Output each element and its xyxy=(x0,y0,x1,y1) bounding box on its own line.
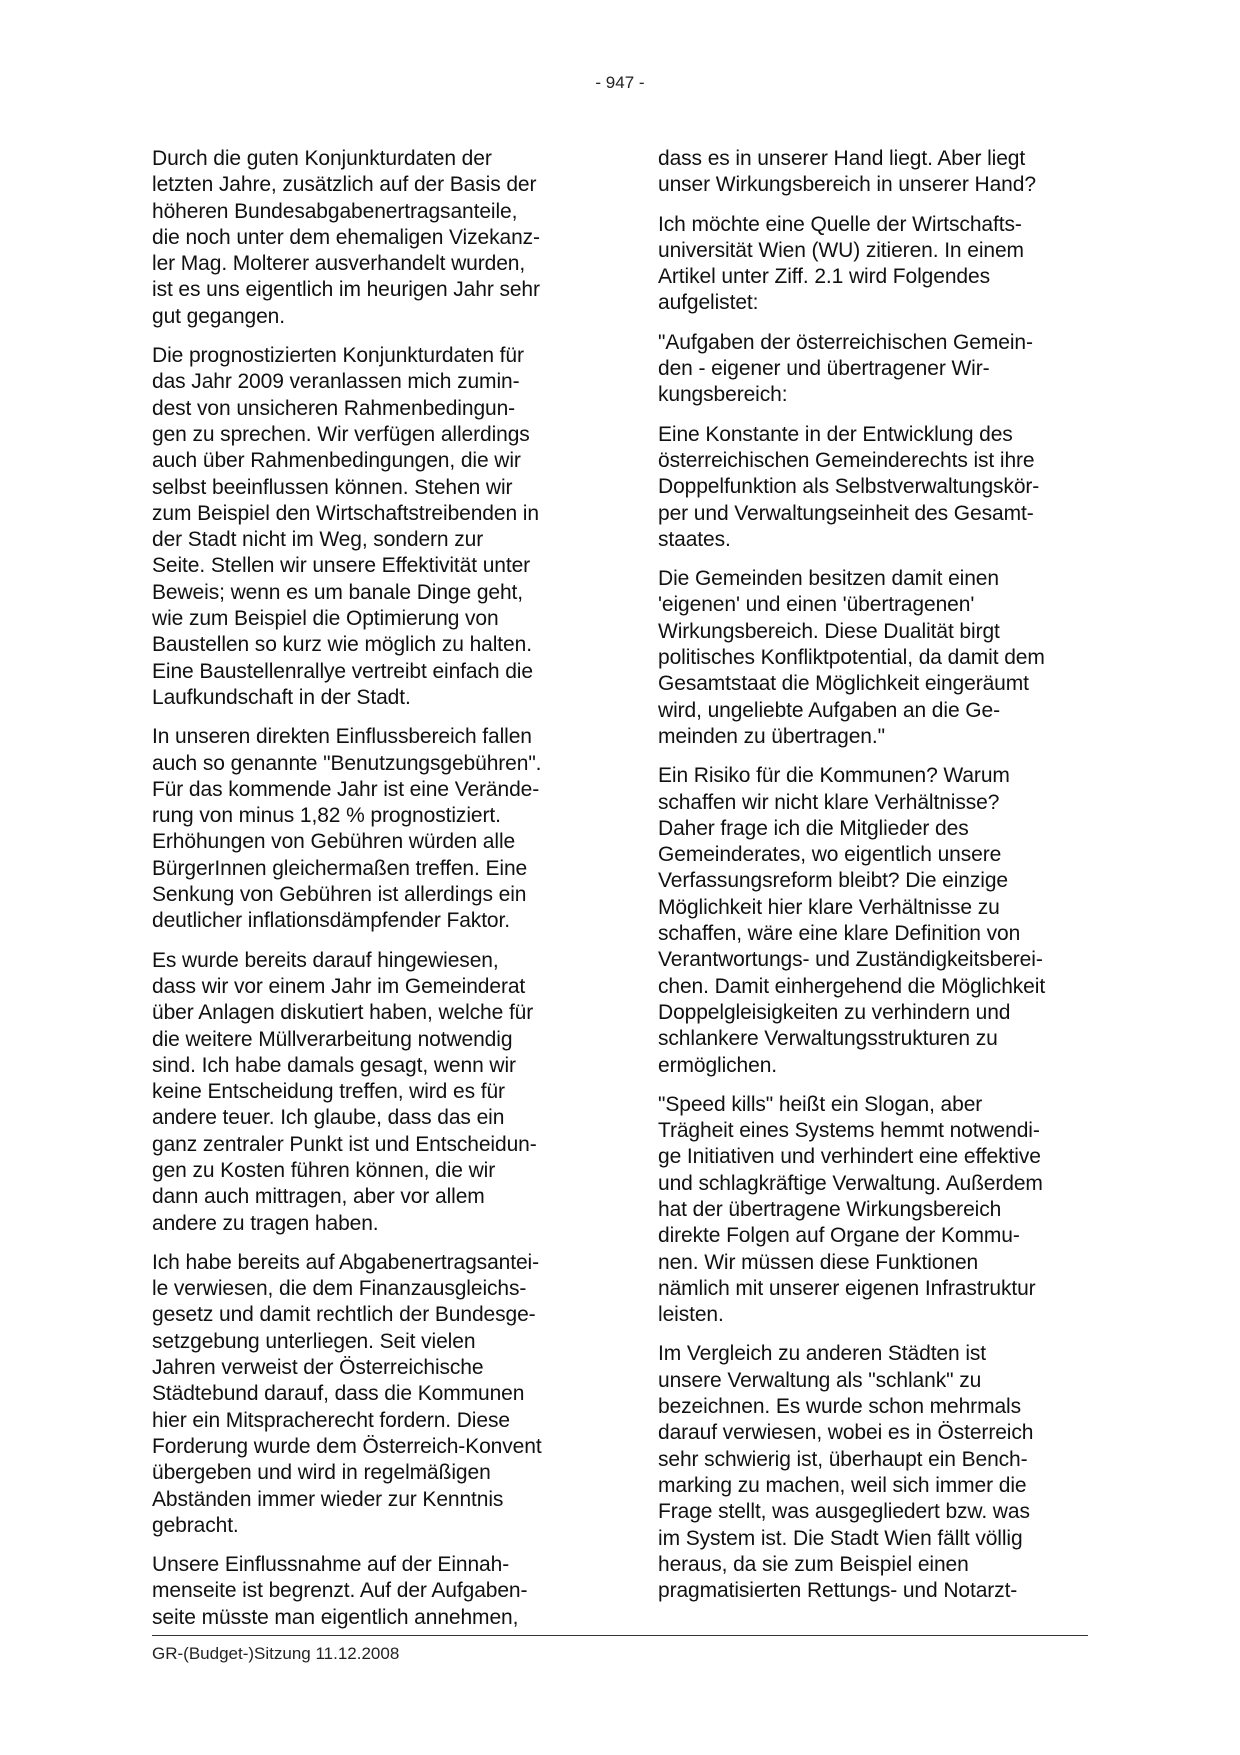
paragraph: Die Gemeinden besitzen damit einen 'eigenen' und einen 'übertragenen' Wirkungsbereich. Diese Dualität birgt politisches Konfliktpotential, da damit dem Gesamtstaat die Möglichkeit eingeräumt wird, ungeliebte Aufgaben an die Ge- meinden zu übertragen." xyxy=(658,567,1045,748)
paragraph: Es wurde bereits darauf hingewiesen, dass wir vor einem Jahr im Gemeinderat über Anlagen diskutiert haben, welche für die weitere Müllverarbeitung notwendig sind. Ich habe damals gesagt, wenn wir keine Entscheidung treffen, wird es für andere teuer. Ich glaube, dass das ein ganz zentraler Punkt ist und Entscheidun- gen zu Kosten führen können, die wir dann auch mittragen, aber vor allem andere zu tragen haben. xyxy=(152,948,537,1235)
paragraph: Eine Konstante in der Entwicklung des österreichischen Gemeinderechts ist ihre Doppelfunktion als Selbstverwaltungskör- per und Verwaltungseinheit des Gesamt- staates. xyxy=(658,422,1040,551)
left-column xyxy=(152,146,592,1644)
paragraph: Ich habe bereits auf Abgabenertragsantei- le verwiesen, die dem Finanzausgleichs- gesetz und damit rechtlich der Bundesge- setzgebung unterliegen. Seit vielen Jahren verweist der Österreichische Städtebund darauf, dass die Kommunen hier ein Mitspracherecht fordern. Diese Forderung wurde dem Österreich-Konvent übergeben und wird in regelmäßigen Abständen immer wieder zur Kenntnis gebracht. xyxy=(152,1250,542,1537)
paragraph: In unseren direkten Einflussbereich fallen auch so genannte "Benutzungsgebühren". Für das kommende Jahr ist eine Verände- rung von minus 1,82 % prognostiziert. Erhöhungen von Gebühren würden alle BürgerInnen gleichermaßen treffen. Eine Senkung von Gebühren ist allerdings ein deutlicher inflationsdämpfender Faktor. xyxy=(152,725,542,933)
paragraph: Unsere Einflussnahme auf der Einnah- menseite ist begrenzt. Auf der Aufgaben- seite müsste man eigentlich annehmen, xyxy=(152,1553,528,1629)
paragraph: Ein Risiko für die Kommunen? Warum schaffen wir nicht klare Verhältnisse? Daher frage ich die Mitglieder des Gemeinderates, wo eigentlich unsere Verfassungsreform bleibt? Die einzige Möglichkeit hier klare Verhältnisse zu schaffen, wäre eine klare Definition von Verantwortungs- und Zuständigkeitsberei- chen. Damit einhergehend die Möglichkeit Doppelgleisigkeiten zu verhindern und schlankere Verwaltungsstrukturen zu ermöglichen. xyxy=(658,764,1046,1077)
paragraph: Durch die guten Konjunkturdaten der letzten Jahre, zusätzlich auf der Basis der höheren Bundesabgabenertragsanteile, die noch unter dem ehemaligen Vizekanz- ler Mag. Molterer ausverhandelt wurden, ist es uns eigentlich im heurigen Jahr sehr gut gegangen. xyxy=(152,147,540,328)
right-column xyxy=(658,146,1098,1617)
page-number: - 947 - xyxy=(595,73,645,92)
footer-divider xyxy=(152,1635,1088,1636)
footer-session-label: GR-(Budget-)Sitzung 11.12.2008 xyxy=(152,1644,400,1663)
paragraph: "Aufgaben der österreichischen Gemein- den - eigener und übertragener Wir- kungsbereich: xyxy=(658,330,1033,407)
paragraph: Ich möchte eine Quelle der Wirtschafts- universität Wien (WU) zitieren. In einem Artikel unter Ziff. 2.1 wird Folgendes aufgelistet: xyxy=(658,212,1024,315)
paragraph: Im Vergleich zu anderen Städten ist unsere Verwaltung als "schlank" zu bezeichnen. Es wurde schon mehrmals darauf verwiesen, wobei es in Österreich sehr schwierig ist, überhaupt ein Bench- marking zu machen, weil sich immer die Frage stellt, was ausgegliedert bzw. was im System ist. Die Stadt Wien fällt völlig heraus, da sie zum Beispiel einen pragmatisierten Rettungs- und Notarzt- xyxy=(658,1342,1034,1603)
paragraph: dass es in unserer Hand liegt. Aber liegt unser Wirkungsbereich in unserer Hand? xyxy=(658,147,1036,197)
paragraph: "Speed kills" heißt ein Slogan, aber Trägheit eines Systems hemmt notwendi- ge Initiativen und verhindert eine effektive und schlagkräftige Verwaltung. Außerdem hat der übertragene Wirkungsbereich direkte Folgen auf Organe der Kommu- nen. Wir müssen diese Funktionen nämlich mit unserer eigenen Infrastruktur leisten. xyxy=(658,1092,1043,1327)
paragraph: Die prognostizierten Konjunkturdaten für das Jahr 2009 veranlassen mich zumin- dest von unsicheren Rahmenbedingun- gen zu sprechen. Wir verfügen allerdings auch über Rahmenbedingungen, die wir selbst beeinflussen können. Stehen wir zum Beispiel den Wirtschaftstreibenden in der Stadt nicht im Weg, sondern zur Seite. Stellen wir unsere Effektivität unter Beweis; wenn es um banale Dinge geht, wie zum Beispiel die Optimierung von Baustellen so kurz wie möglich zu halten. Eine Baustellenrallye vertreibt einfach die Laufkundschaft in der Stadt. xyxy=(152,344,539,709)
